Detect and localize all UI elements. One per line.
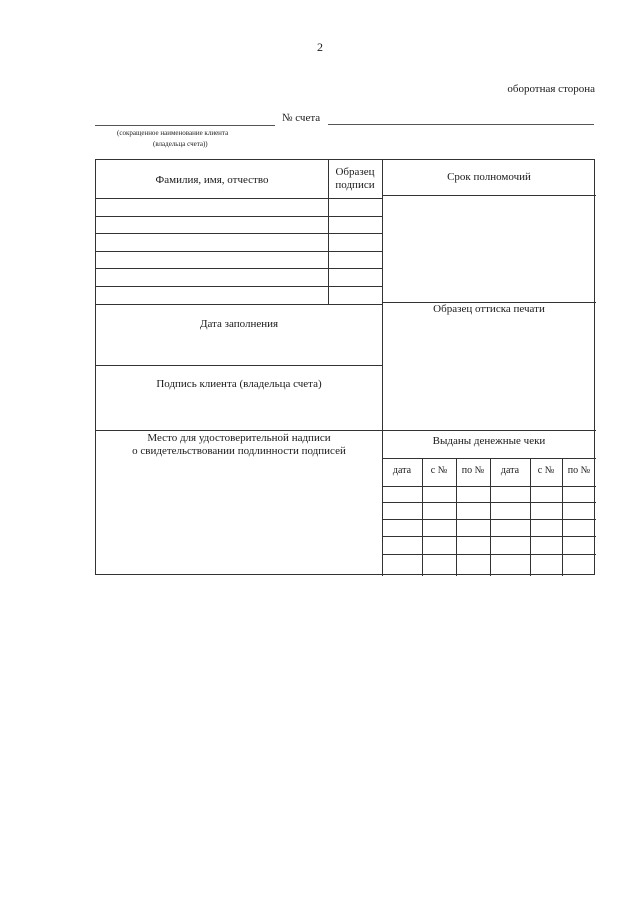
signature-header-rule <box>328 198 382 199</box>
signatory-row-rule <box>96 304 382 305</box>
client-hint-line-1: (сокращенное наименование клиента <box>117 129 229 137</box>
signature-card-table <box>95 159 595 575</box>
checks-row-rule <box>382 536 596 537</box>
page-number: 2 <box>317 40 323 54</box>
fill-date-rule <box>96 365 382 366</box>
checks-col-to: по № <box>461 465 485 476</box>
signatory-row-rule <box>96 286 382 287</box>
divider-main-vertical <box>382 160 383 576</box>
authority-header-rule <box>382 195 596 196</box>
account-number-label: № счета <box>282 112 321 124</box>
signature-header-line-1: Образец <box>335 166 375 178</box>
client-name-field[interactable] <box>95 125 275 126</box>
certification-line-1: Место для удостоверительной надписи <box>147 432 331 444</box>
signatory-row-rule <box>96 268 382 269</box>
account-number-field[interactable] <box>328 124 594 125</box>
signature-sample-header <box>328 166 382 192</box>
fio-header-rule <box>96 198 328 199</box>
checks-col-from: с № <box>537 465 555 476</box>
checks-col-date: дата <box>392 465 412 476</box>
lower-section-rule <box>96 430 596 431</box>
client-signature-label: Подпись клиента (владельца счета) <box>156 378 322 390</box>
checks-row-rule <box>382 519 596 520</box>
checks-row-rule <box>382 486 596 487</box>
signatory-row-rule <box>96 233 382 234</box>
checks-issued-header: Выданы денежные чеки <box>432 435 546 447</box>
fio-header: Фамилия, имя, отчество <box>155 174 269 186</box>
authority-term-header: Срок полномочий <box>447 171 531 183</box>
checks-row-rule <box>382 554 596 555</box>
client-hint-line-2: (владельца счета)) <box>153 140 208 148</box>
checks-row-rule <box>382 502 596 503</box>
stamp-sample-label: Образец оттиска печати <box>433 303 545 315</box>
certification-line-2: о свидетельствовании подлинности подписей <box>132 445 346 457</box>
signatory-row-rule <box>96 251 382 252</box>
checks-col-from: с № <box>430 465 448 476</box>
reverse-side-label: оборотная сторона <box>507 83 595 95</box>
checks-header-rule <box>382 458 596 459</box>
fill-date-label: Дата заполнения <box>199 318 279 330</box>
signatory-row-rule <box>96 216 382 217</box>
client-name-hint <box>117 128 287 150</box>
checks-col-date: дата <box>500 465 520 476</box>
certification-place-label <box>96 432 382 458</box>
signature-header-line-2: подписи <box>335 179 375 191</box>
checks-col-to: по № <box>567 465 591 476</box>
